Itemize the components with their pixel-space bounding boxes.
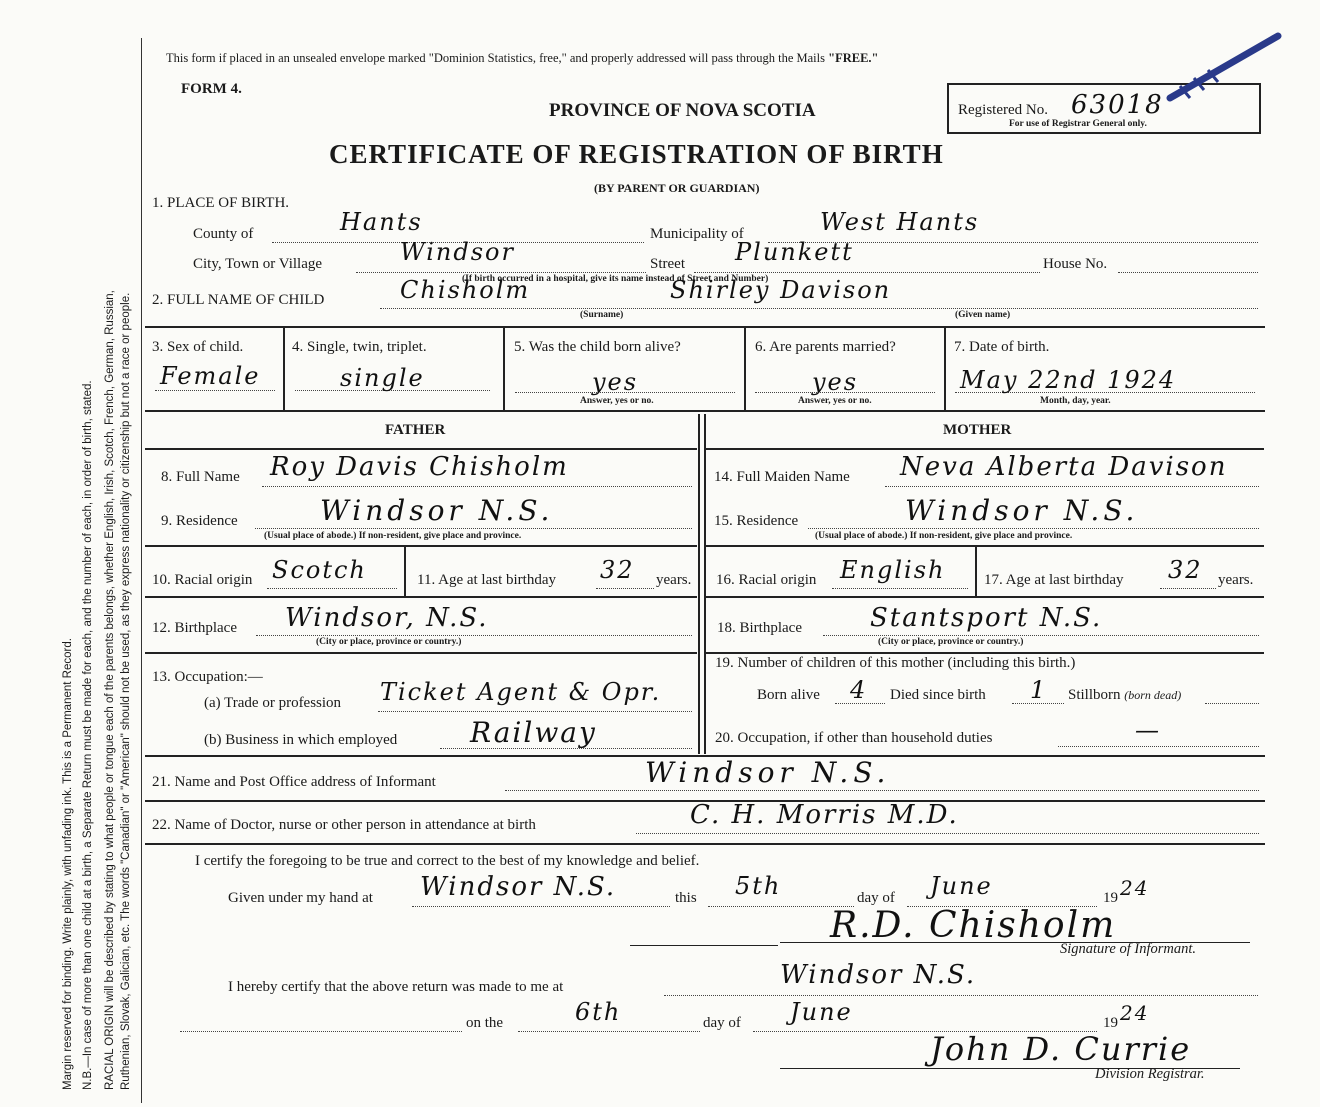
street-label: Street	[650, 256, 685, 272]
occupation-label: 13. Occupation:—	[152, 669, 263, 685]
return-year-prefix: 19	[1103, 1015, 1118, 1031]
parents-married-label: 6. Are parents married?	[755, 339, 896, 355]
province-heading: PROVINCE OF NOVA SCOTIA	[549, 100, 816, 121]
mother-heading: MOTHER	[943, 422, 1012, 438]
business-value: Railway	[470, 716, 597, 749]
signature-informant-label: Signature of Informant.	[1060, 941, 1197, 957]
hospital-note: (If birth occurred in a hospital, give its name instead of Street and Number)	[462, 274, 769, 284]
mail-note: This form if placed in an unsealed envelope marked "Dominion Statistics, free," and properly addressed will pass through the Mails "FREE."	[166, 51, 879, 65]
plurality-value: single	[340, 364, 425, 392]
father-birthplace-label: 12. Birthplace	[152, 620, 237, 636]
page-subtitle: (BY PARENT OR GUARDIAN)	[594, 181, 760, 195]
business-label: (b) Business in which employed	[204, 732, 398, 748]
margin-note: Margin reserved for binding. Write plainly, with unfading ink. This is a Permanent Record.	[62, 638, 74, 1090]
mother-racial-label: 16. Racial origin	[716, 572, 817, 588]
father-residence-value: Windsor N.S.	[320, 494, 554, 527]
father-racial-value: Scotch	[272, 556, 367, 584]
binding-margin-line	[141, 38, 142, 1103]
racial-origin-note-2: Ruthenian, Slovak, Galician, etc. The words "Canadian" or "American" should not be used, as they express nationality or citizenship but not a race or people.	[120, 292, 132, 1090]
this-label: this	[675, 890, 697, 906]
mother-residence-label: 15. Residence	[714, 513, 799, 529]
registrar-note: For use of Registrar General only.	[1009, 119, 1147, 129]
mother-birthplace-value: Stantsport N.S.	[870, 603, 1103, 633]
form-number: FORM 4.	[181, 81, 242, 97]
born-alive-label: 5. Was the child born alive?	[514, 339, 681, 355]
dob-label: 7. Date of birth.	[954, 339, 1050, 355]
father-name-value: Roy Davis Chisholm	[270, 452, 569, 482]
father-age-value: 32	[600, 556, 635, 584]
return-label: I hereby certify that the above return was made to me at	[228, 979, 564, 995]
trade-value: Ticket Agent & Opr.	[380, 678, 662, 706]
house-number-label: House No.	[1043, 256, 1108, 272]
born-alive-value: yes	[592, 368, 639, 396]
municipality-label: Municipality of	[650, 226, 744, 242]
dob-note: Month, day, year.	[1040, 396, 1111, 406]
child-given-name: Shirley Davison	[670, 276, 892, 304]
certify-statement: I certify the foregoing to be true and correct to the best of my knowledge and belief.	[195, 853, 700, 869]
given-year-prefix: 19	[1103, 890, 1118, 906]
return-day-of-label: day of	[703, 1015, 741, 1031]
died-count: 1	[1030, 676, 1048, 704]
father-racial-label: 10. Racial origin	[152, 572, 253, 588]
pen-mark	[1160, 26, 1290, 106]
given-name-note: (Given name)	[955, 310, 1011, 320]
mother-occupation-value: —	[1135, 716, 1161, 744]
trade-label: (a) Trade or profession	[204, 695, 342, 711]
registered-label: Registered No.	[958, 102, 1048, 118]
mother-age-label: 17. Age at last birthday	[984, 572, 1124, 588]
racial-origin-note: RACIAL ORIGIN will be described by stating to what people or tongue each of the parents belongs, whether English, Irish, Scotch, French, German, Russian,	[104, 290, 116, 1090]
plurality-label: 4. Single, twin, triplet.	[292, 339, 427, 355]
father-abode-note: (Usual place of abode.) If non-resident, give place and province.	[264, 531, 522, 541]
page-title: CERTIFICATE OF REGISTRATION OF BIRTH	[329, 139, 944, 169]
child-name-label: 2. FULL NAME OF CHILD	[152, 292, 325, 308]
father-name-label: 8. Full Name	[161, 469, 240, 485]
informant-signature: R.D. Chisholm	[830, 905, 1117, 946]
registered-number: 63018	[1071, 90, 1164, 120]
doctor-label: 22. Name of Doctor, nurse or other person in attendance at birth	[152, 817, 536, 833]
father-years: years.	[656, 572, 692, 588]
mother-racial-value: English	[840, 556, 946, 584]
given-year: 24	[1120, 876, 1150, 900]
sex-label: 3. Sex of child.	[152, 339, 244, 355]
municipality-value: West Hants	[820, 208, 980, 236]
mother-residence-value: Windsor N.S.	[905, 494, 1139, 527]
doctor-value: C. H. Morris M.D.	[690, 800, 959, 830]
given-month: June	[930, 872, 993, 900]
county-value: Hants	[340, 208, 423, 236]
return-year: 24	[1120, 1001, 1150, 1025]
died-label: Died since birth	[890, 687, 986, 703]
city-label: City, Town or Village	[193, 256, 323, 272]
children-count-label: 19. Number of children of this mother (including this birth.)	[715, 655, 1076, 671]
county-label: County of	[193, 226, 254, 242]
parents-married-note: Answer, yes or no.	[798, 396, 872, 406]
stillborn-label: Stillborn (born dead)	[1068, 687, 1182, 703]
given-day: 5th	[735, 872, 782, 900]
on-the-label: on the	[466, 1015, 504, 1031]
informant-label: 21. Name and Post Office address of Informant	[152, 774, 436, 790]
street-value: Plunkett	[735, 238, 854, 266]
return-place: Windsor N.S.	[780, 960, 977, 990]
mother-name-value: Neva Alberta Davison	[900, 452, 1228, 482]
registrar-signature: John D. Currie	[930, 1030, 1192, 1068]
father-heading: FATHER	[385, 422, 446, 438]
father-residence-label: 9. Residence	[161, 513, 238, 529]
born-alive-note: Answer, yes or no.	[580, 396, 654, 406]
mother-birthplace-label: 18. Birthplace	[717, 620, 802, 636]
return-month: June	[790, 998, 853, 1026]
father-birthplace-value: Windsor, N.S.	[285, 603, 489, 633]
informant-value: Windsor N.S.	[645, 756, 891, 789]
father-birthplace-note: (City or place, province or country.)	[316, 637, 462, 647]
mother-name-label: 14. Full Maiden Name	[714, 469, 850, 485]
given-place: Windsor N.S.	[420, 872, 617, 902]
surname-note: (Surname)	[580, 310, 624, 320]
given-under-label: Given under my hand at	[228, 890, 373, 906]
mother-years: years.	[1218, 572, 1254, 588]
division-registrar-label: Division Registrar.	[1095, 1066, 1205, 1082]
child-surname: Chisholm	[400, 276, 531, 304]
sex-value: Female	[160, 362, 261, 390]
mother-birthplace-note: (City or place, province or country.)	[878, 637, 1024, 647]
dob-value: May 22nd 1924	[960, 366, 1177, 394]
born-alive-count-label: Born alive	[757, 687, 820, 703]
mother-age-value: 32	[1168, 556, 1203, 584]
city-value: Windsor	[400, 238, 515, 266]
return-day: 6th	[575, 998, 622, 1026]
mother-abode-note: (Usual place of abode.) If non-resident, give place and province.	[815, 531, 1073, 541]
section-place-of-birth: 1. PLACE OF BIRTH.	[152, 195, 290, 211]
day-of-label: day of	[857, 890, 895, 906]
nb-note: N.B.—In case of more than one child at a birth, a Separate Return must be made for each, and the number of each, in order of birth, stated.	[82, 380, 94, 1090]
born-alive-count: 4	[850, 676, 868, 704]
parents-married-value: yes	[812, 368, 859, 396]
father-age-label: 11. Age at last birthday	[417, 572, 556, 588]
mother-occupation-label: 20. Occupation, if other than household duties	[715, 730, 993, 746]
